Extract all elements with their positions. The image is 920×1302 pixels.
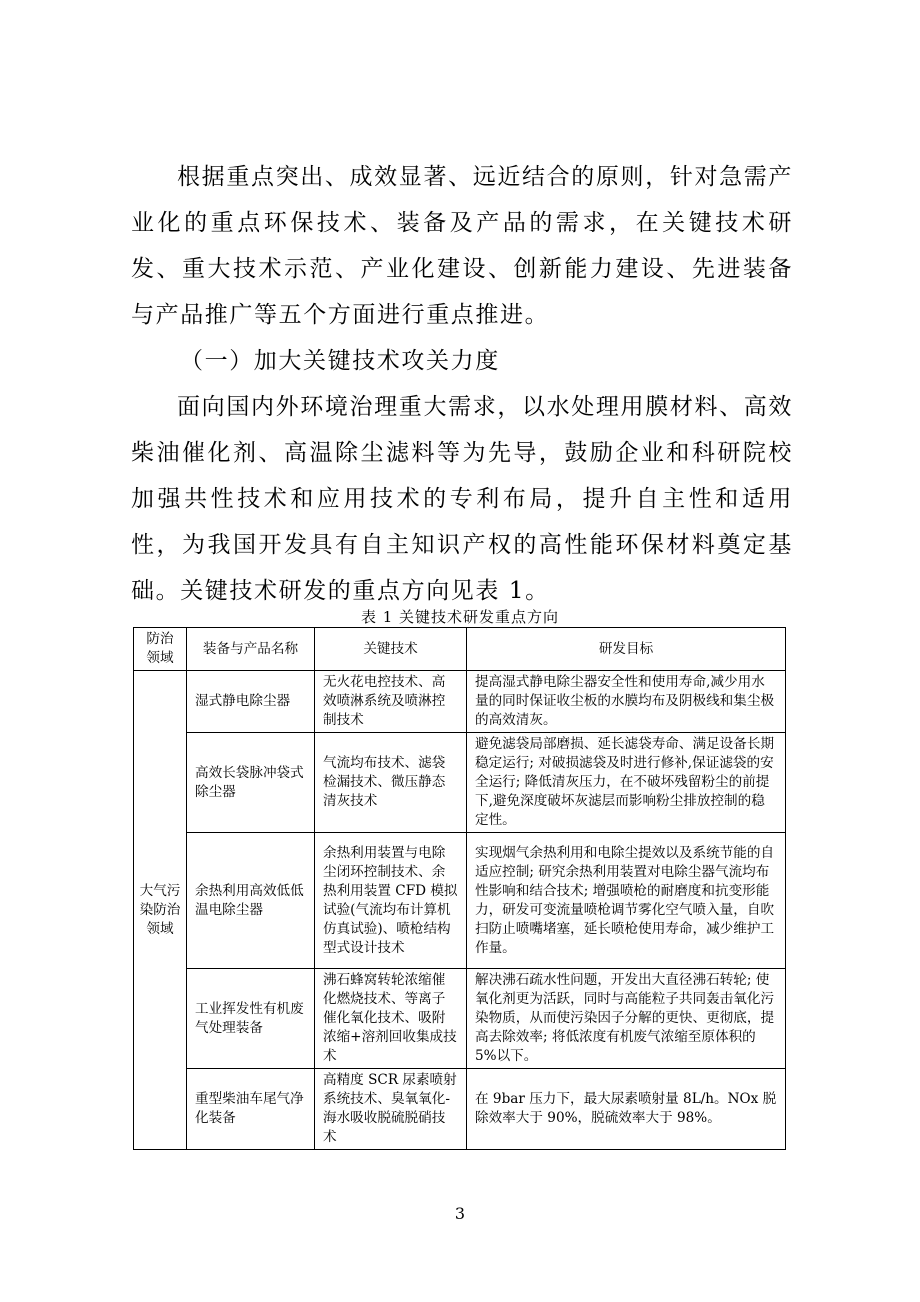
page-number: 3 xyxy=(454,1204,466,1223)
equipment-cell: 湿式静电除尘器 xyxy=(187,671,315,733)
table-row xyxy=(134,833,786,969)
table-row xyxy=(134,1069,786,1150)
domain-cell: 大气污染防治领域 xyxy=(134,671,187,1150)
equipment-cell: 重型柴油车尾气净化装备 xyxy=(187,1069,315,1150)
equipment-cell: 余热利用高效低低温电除尘器 xyxy=(187,833,315,969)
technology-cell: 无火花电控技术、高效喷淋系统及喷淋控制技术 xyxy=(315,671,467,733)
intro-paragraph xyxy=(131,154,793,338)
intro-paragraph-text: 根据重点突出、成效显著、远近结合的原则，针对急需产业化的重点环保技术、装备及产品的需求，在关键技术研发、重大技术示范、产业化建设、创新能力建设、先进装备与产品推广等五个方面进行重点推进。 xyxy=(131,164,793,328)
header-goal: 研发目标 xyxy=(467,628,786,671)
table-header-row xyxy=(134,628,786,671)
header-domain: 防治领域 xyxy=(134,628,187,671)
technology-cell: 沸石蜂窝转轮浓缩催化燃烧技术、等离子催化氧化技术、吸附浓缩+溶剂回收集成技术 xyxy=(315,969,467,1069)
technology-cell: 气流均布技术、滤袋检漏技术、微压静态清灰技术 xyxy=(315,733,467,833)
goal-cell: 在 9bar 压力下，最大尿素喷射量 8L/h。NOx 脱除效率大于 90%，脱硫效率大于 98%。 xyxy=(467,1069,786,1150)
goal-cell: 解决沸石疏水性问题，开发出大直径沸石转轮; 使氧化剂更为活跃，同时与高能粒子共同轰击氧化污染物质，从而使污染因子分解的更快、更彻底，提高去除效率; 将低浓度有机废气浓缩至原体积的 5%以下。 xyxy=(467,969,786,1069)
goal-cell: 避免滤袋局部磨损、延长滤袋寿命、满足设备长期稳定运行; 对破损滤袋及时进行修补,保证滤袋的安全运行; 降低清灰压力，在不破坏残留粉尘的前提下,避免深度破坏灰滤层而影响粉尘排放控制的稳定性。 xyxy=(467,733,786,833)
section-heading: （一）加大关键技术攻关力度 xyxy=(180,348,500,374)
equipment-cell: 高效长袋脉冲袋式除尘器 xyxy=(187,733,315,833)
goal-cell: 实现烟气余热利用和电除尘提效以及系统节能的自适应控制; 研究余热利用装置对电除尘器气流均布性影响和结合技术; 增强喷枪的耐磨度和抗变形能力，研发可变流量喷枪调节雾化空气喷入量，自吹扫防止喷嘴堵塞，延长喷枪使用寿命，减少维护工作量。 xyxy=(467,833,786,969)
technology-cell: 高精度 SCR 尿素喷射系统技术、臭氧氧化-海水吸收脱硫脱硝技术 xyxy=(315,1069,467,1150)
section-paragraph-text: 面向国内外环境治理重大需求，以水处理用膜材料、高效柴油催化剂、高温除尘滤料等为先导，鼓励企业和科研院校加强共性技术和应用技术的专利布局，提升自主性和适用性，为我国开发具有自主知识产权的高性能环保材料奠定基础。关键技术研发的重点方向见表 1。 xyxy=(131,394,793,604)
goal-cell: 提高湿式静电除尘器安全性和使用寿命,减少用水量的同时保证收尘板的水膜均布及阴极线和集尘极的高效清灰。 xyxy=(467,671,786,733)
section-paragraph xyxy=(131,384,793,614)
table-row xyxy=(134,969,786,1069)
technology-cell: 余热利用装置与电除尘闭环控制技术、余热利用装置 CFD 模拟试验(气流均布计算机仿真试验)、喷枪结构型式设计技术 xyxy=(315,833,467,969)
table-caption: 表 1 关键技术研发重点方向 xyxy=(360,608,560,626)
key-technology-table xyxy=(133,627,786,1150)
table-row xyxy=(134,671,786,733)
header-equipment: 装备与产品名称 xyxy=(187,628,315,671)
header-technology: 关键技术 xyxy=(315,628,467,671)
equipment-cell: 工业挥发性有机废气处理装备 xyxy=(187,969,315,1069)
table-row xyxy=(134,733,786,833)
